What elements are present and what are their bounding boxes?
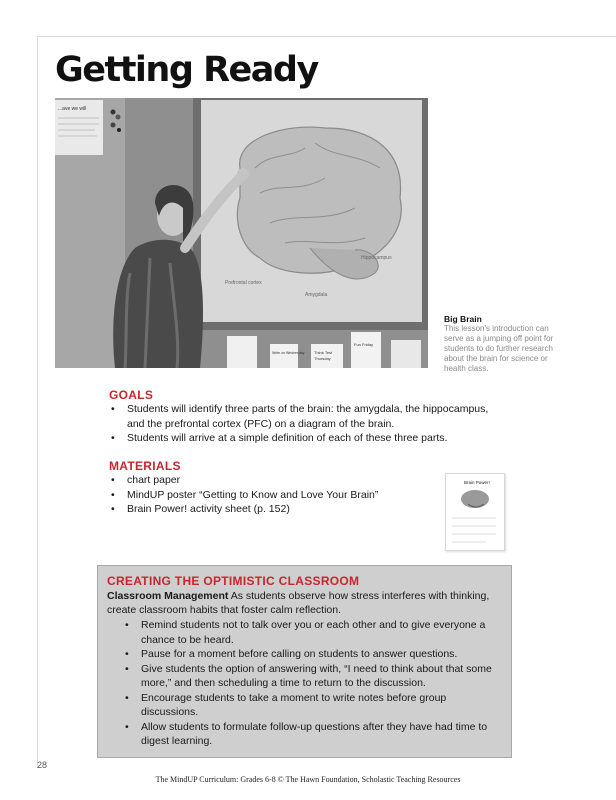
classroom-list: [123, 618, 502, 749]
goals-list: [109, 402, 489, 446]
board-label-hippocampus: Hippocampus: [361, 255, 392, 261]
page-footer: The MindUP Curriculum: Grades 6-8 © The Hawn Foundation, Scholastic Teaching Resources: [155, 775, 461, 784]
goals-heading: GOALS: [109, 388, 154, 402]
page-title: Getting Ready: [55, 50, 318, 90]
board-label-pfc: Prefrontal cortex: [225, 280, 262, 286]
poster-write: Write on Wednesday: [272, 351, 305, 355]
list-item: • Remind students not to talk over you or each other and to give everyone a chance to be heard.: [123, 618, 502, 647]
classroom-heading: CREATING THE OPTIMISTIC CLASSROOM: [107, 574, 360, 588]
worksheet-icon: [446, 474, 504, 550]
left-rule: [37, 36, 38, 768]
poster-friday: Fun Friday: [354, 342, 374, 347]
materials-list: [109, 473, 429, 517]
list-item: • chart paper: [109, 473, 429, 488]
page-number: 28: [37, 760, 48, 770]
photo-illustration: [55, 98, 428, 368]
board-note: ...ave we will: [58, 106, 87, 112]
photo-caption: [444, 314, 554, 374]
lead-text: As students observe how stress interferes with thinking, create classroom habits that foster calm reflection.: [107, 590, 490, 616]
list-item: • Allow students to formulate follow-up questions after they have had time to digest learning.: [123, 720, 502, 749]
goals-section: [109, 388, 489, 446]
list-item: • MindUP poster “Getting to Know and Love Your Brain”: [109, 488, 429, 503]
activity-sheet-thumbnail: [445, 473, 505, 551]
thumbnail-title: Brain Power!: [464, 480, 490, 485]
caption-title: Big Brain: [444, 314, 482, 324]
list-item: • Give students the option of answering with, “I need to think about that some more,” and then scheduling a time to return to the discussion.: [123, 662, 502, 691]
list-item: • Pause for a moment before calling on students to answer questions.: [123, 647, 502, 662]
materials-section: [109, 459, 429, 517]
classroom-photo: [55, 98, 428, 368]
classroom-lead: [107, 589, 502, 617]
board-label-amygdala: Amygdala: [305, 292, 328, 298]
list-item: • Students will arrive at a simple definition of each of these three parts.: [109, 431, 489, 446]
list-item: • Students will identify three parts of the brain: the amygdala, the hippocampus, and the prefrontal cortex (PFC) on a diagram of the brain.: [109, 402, 489, 431]
optimistic-classroom-box: [97, 565, 512, 758]
caption-text: This lesson's introduction can serve as a jumping off point for students to do further research about the brain for science or health class.: [444, 324, 554, 373]
list-item: • Encourage students to take a moment to write notes before group discussions.: [123, 691, 502, 720]
lead-bold: Classroom Management: [107, 590, 229, 602]
poster-thursday: Thursday: [314, 356, 331, 361]
materials-heading: MATERIALS: [109, 459, 181, 473]
poster-think: Think Test: [314, 350, 333, 355]
list-item: • Brain Power! activity sheet (p. 152): [109, 502, 429, 517]
top-rule: [37, 36, 616, 37]
